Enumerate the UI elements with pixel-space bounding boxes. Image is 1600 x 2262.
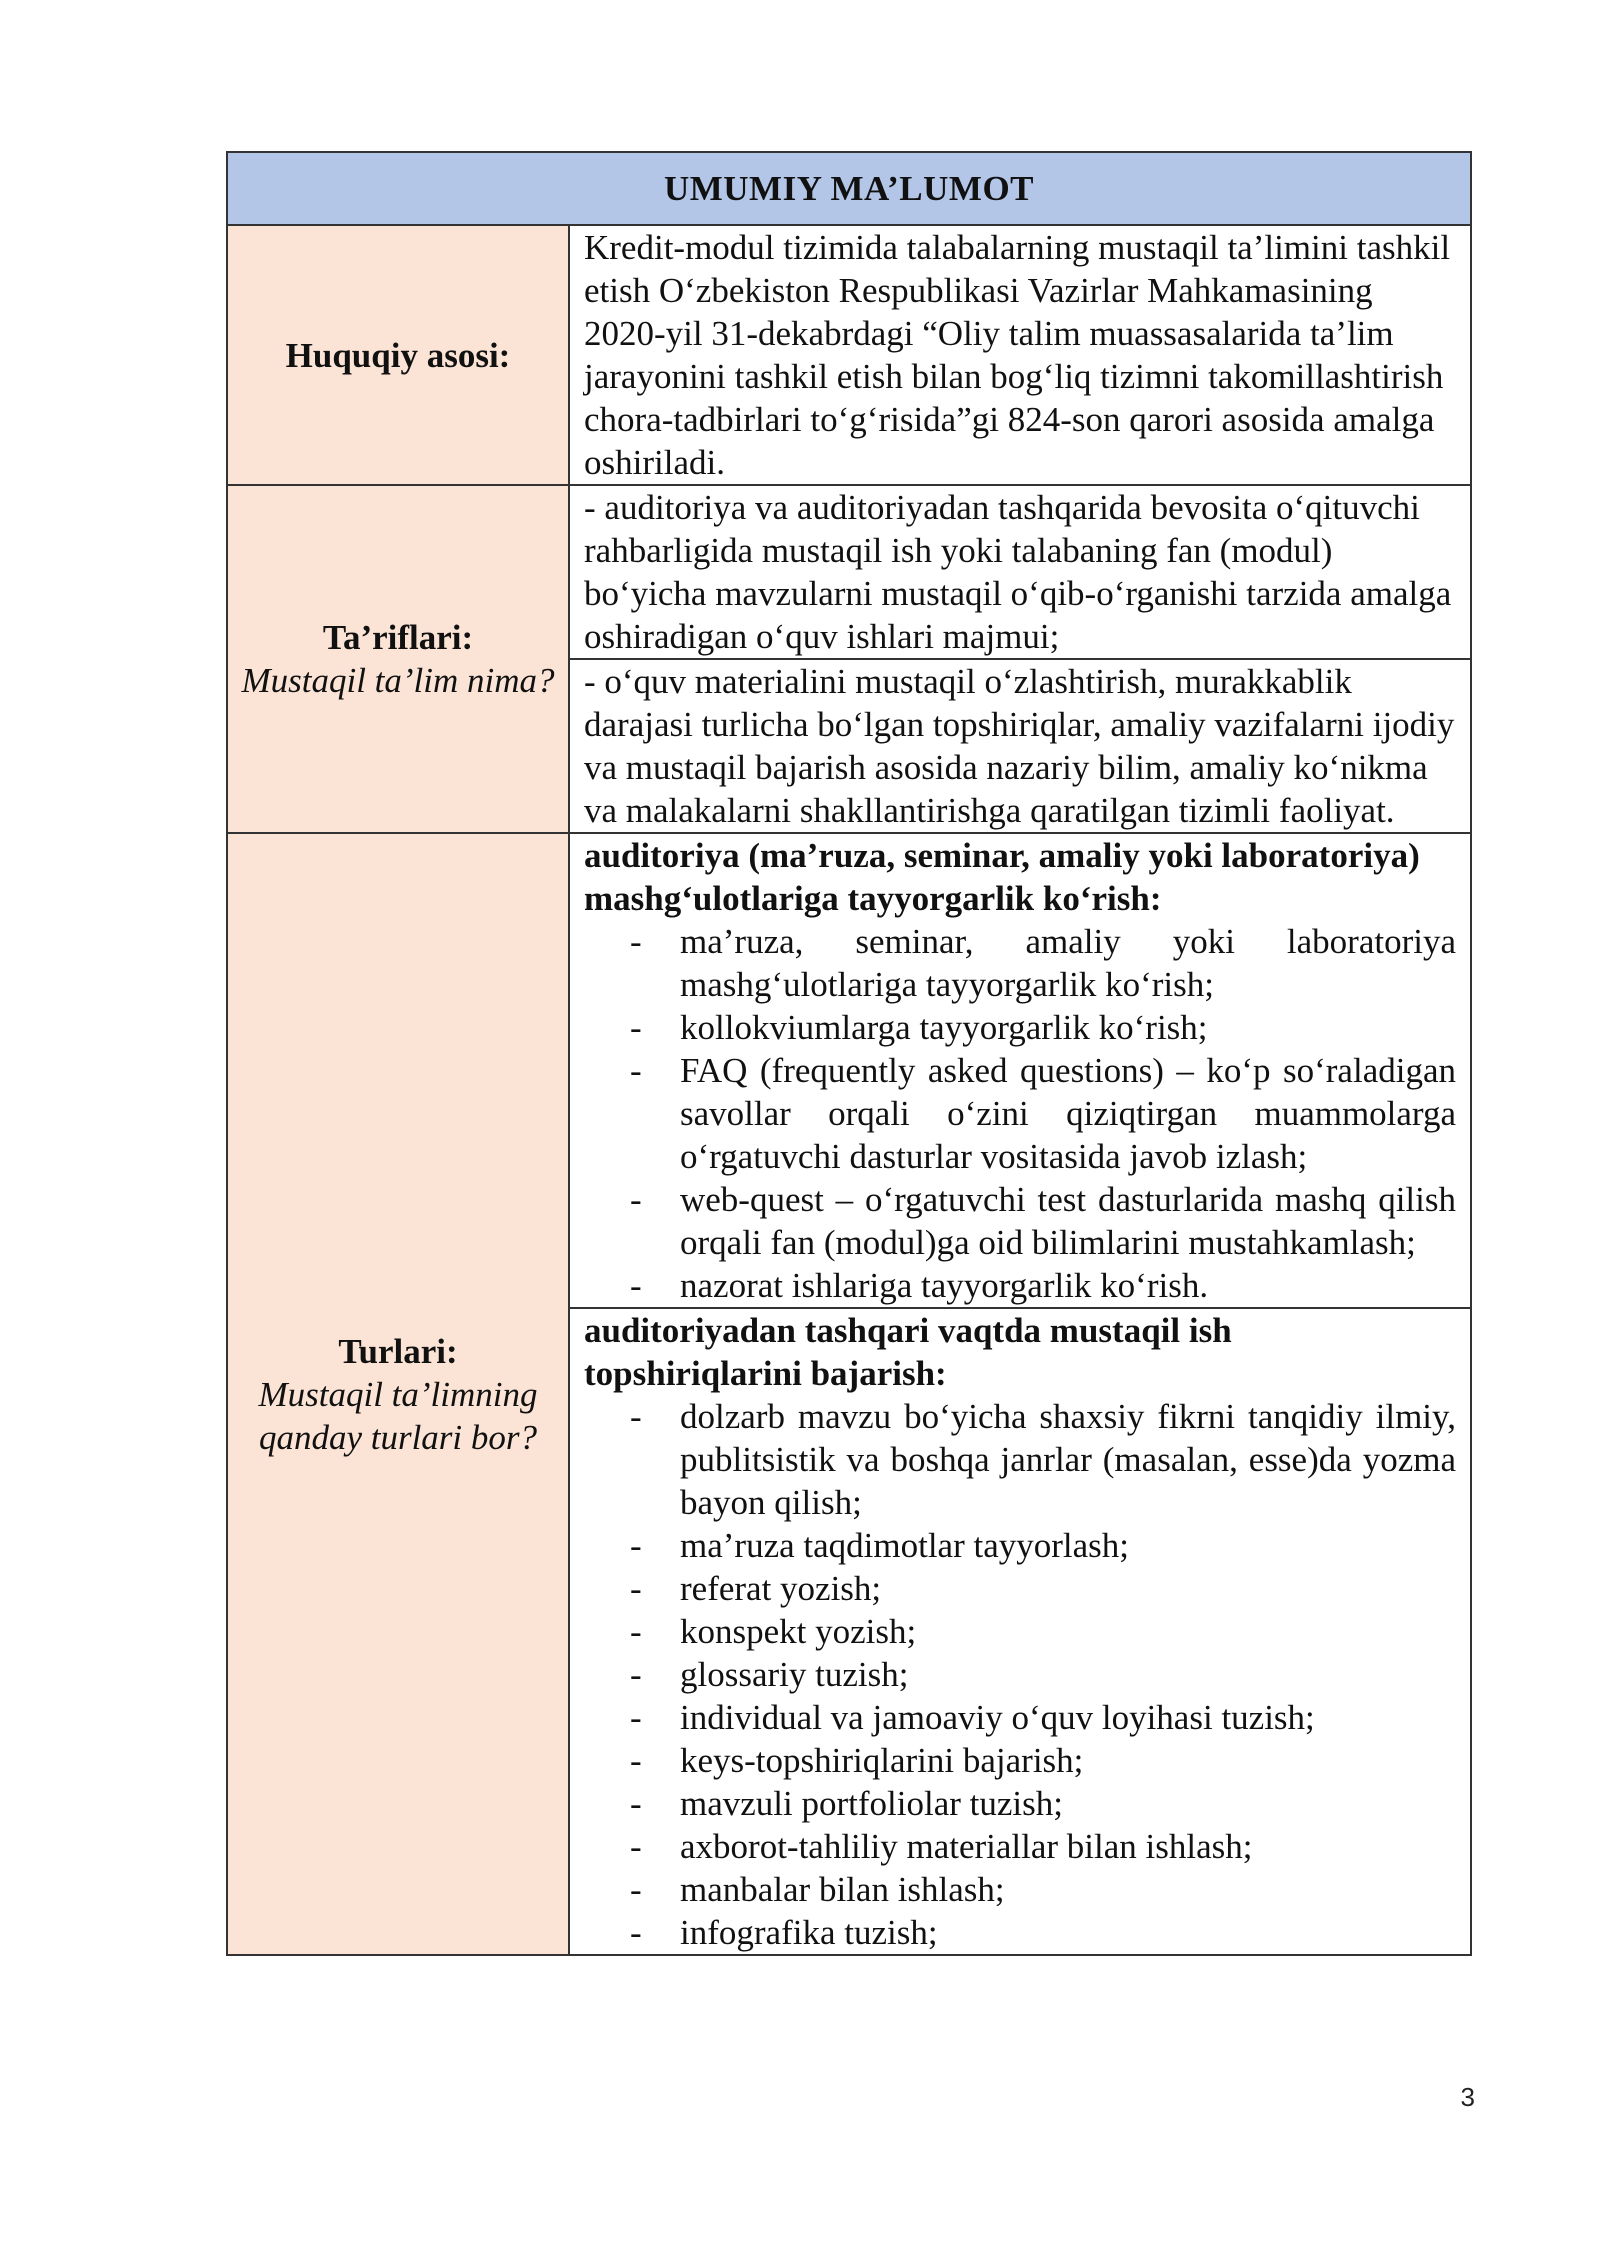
list-item: - ma’ruza, seminar, amaliy yoki laboratoriya mashg‘ulotlariga tayyorgarlik ko‘rish; — [630, 922, 1456, 1004]
list-item-text: glossariy tuzish; — [680, 1655, 909, 1694]
table-header: UMUMIY MA’LUMOT — [227, 152, 1471, 225]
types-group-heading: auditoriya (ma’ruza, seminar, amaliy yoki laboratoriya) mashg‘ulotlariga tayyorgarlik ko‘rish: — [584, 836, 1420, 918]
types-group-list — [584, 920, 1456, 1307]
list-item: - manbalar bilan ishlash; — [630, 1870, 1005, 1909]
list-item-text: web-quest – o‘rgatuvchi test dasturlarida mashq qilish orqali fan (modul)ga oid bilimlarini mustahkamlash; — [680, 1180, 1456, 1262]
list-item: - konspekt yozish; — [630, 1612, 917, 1651]
list-item-text: axborot-tahliliy materiallar bilan ishlash; — [680, 1827, 1253, 1866]
types-group-cell — [569, 833, 1471, 1308]
types-sublabel: Mustaqil ta’limning qanday turlari bor? — [258, 1374, 538, 1457]
definition-cell — [569, 659, 1471, 833]
types-group-cell — [569, 1308, 1471, 1955]
legal-basis-content — [569, 225, 1471, 485]
list-item-text: FAQ (frequently asked questions) – ko‘p so‘raladigan savollar orqali o‘zini qiziqtirgan muammolarga o‘rgatuvchi dasturlar vositasida javob izlash; — [680, 1051, 1456, 1176]
info-table — [226, 151, 1472, 1956]
list-item: - infografika tuzish; — [630, 1913, 938, 1952]
page-number: 3 — [1460, 2082, 1475, 2112]
types-group-heading: auditoriyadan tashqari vaqtda mustaqil ish topshiriqlarini bajarish: — [584, 1311, 1232, 1393]
list-item-text: ma’ruza, seminar, amaliy yoki laboratoriya mashg‘ulotlariga tayyorgarlik ko‘rish; — [680, 922, 1456, 1004]
list-item-text: referat yozish; — [680, 1569, 882, 1608]
list-item: - ma’ruza taqdimotlar tayyorlash; — [630, 1526, 1130, 1565]
definitions-sublabel: Mustaqil ta’lim nima? — [241, 661, 555, 700]
list-item-text: keys-topshiriqlarini bajarish; — [680, 1741, 1084, 1780]
definition-text: - o‘quv materialini mustaqil o‘zlashtirish, murakkablik darajasi turlicha bo‘lgan topshiriqlar, amaliy vazifalarni ijodiy va mustaqil bajarish asosida nazariy bilim, amaliy ko‘nikma va malakalarni shakllantirishga qaratilgan tizimli faoliyat. — [584, 662, 1455, 830]
list-item-text: dolzarb mavzu bo‘yicha shaxsiy fikrni tanqidiy ilmiy, publitsistik va boshqa janrlar (masalan, esse)da yozma bayon qilish; — [680, 1397, 1456, 1522]
list-item: - glossariy tuzish; — [630, 1655, 909, 1694]
list-item: - mavzuli portfoliolar tuzish; — [630, 1784, 1063, 1823]
list-item-text: nazorat ishlariga tayyorgarlik ko‘rish. — [680, 1266, 1209, 1305]
definition-text: - auditoriya va auditoriyadan tashqarida bevosita o‘qituvchi rahbarligida mustaqil ish yoki talabaning fan (modul) bo‘yicha mavzularni mustaqil o‘qib-o‘rganishi tarzida amalga oshiradigan o‘quv ishlari majmui; — [584, 488, 1452, 656]
list-item: - web-quest – o‘rgatuvchi test dasturlarida mashq qilish orqali fan (modul)ga oid bilimlarini mustahkamlash; — [630, 1180, 1456, 1262]
list-item-text: kollokviumlarga tayyorgarlik ko‘rish; — [680, 1008, 1208, 1047]
types-label: Turlari: — [338, 1331, 458, 1371]
list-item-text: manbalar bilan ishlash; — [680, 1870, 1005, 1909]
list-item: - dolzarb mavzu bo‘yicha shaxsiy fikrni tanqidiy ilmiy, publitsistik va boshqa janrlar (masalan, esse)da yozma bayon qilish; — [630, 1397, 1456, 1522]
list-item: - kollokviumlarga tayyorgarlik ko‘rish; — [630, 1008, 1208, 1047]
list-item: - nazorat ishlariga tayyorgarlik ko‘rish. — [630, 1266, 1209, 1305]
definitions-label: Ta’riflari: — [322, 618, 474, 657]
definitions-label-cell — [227, 485, 569, 833]
list-item: - axborot-tahliliy materiallar bilan ishlash; — [630, 1827, 1253, 1866]
legal-basis-label-cell — [227, 225, 569, 485]
types-label-cell — [227, 833, 569, 1955]
list-item-text: mavzuli portfoliolar tuzish; — [680, 1784, 1063, 1823]
definition-cell — [569, 485, 1471, 659]
legal-basis-text: Kredit-modul tizimida talabalarning mustaqil ta’limini tashkil etish O‘zbekiston Respublikasi Vazirlar Mahkamasining 2020-yil 31-dekabrdagi “Oliy talim muassasalarida ta’lim jarayonini tashkil etish bilan bog‘liq tizimni takomillashtirish chora-tadbirlari to‘g‘risida”gi 824-son qarori asosida amalga oshiriladi. — [584, 228, 1451, 482]
legal-basis-label: Huquqiy asosi: — [285, 335, 511, 375]
list-item: - FAQ (frequently asked questions) – ko‘p so‘raladigan savollar orqali o‘zini qiziqtirgan muammolarga o‘rgatuvchi dasturlar vositasida javob izlash; — [630, 1051, 1456, 1176]
types-group-list — [584, 1395, 1456, 1954]
list-item-text: individual va jamoaviy o‘quv loyihasi tuzish; — [680, 1698, 1315, 1737]
list-item-text: konspekt yozish; — [680, 1612, 917, 1651]
list-item: - keys-topshiriqlarini bajarish; — [630, 1741, 1084, 1780]
list-item-text: infografika tuzish; — [680, 1913, 938, 1952]
list-item: - individual va jamoaviy o‘quv loyihasi tuzish; — [630, 1698, 1315, 1737]
list-item: - referat yozish; — [630, 1569, 882, 1608]
list-item-text: ma’ruza taqdimotlar tayyorlash; — [680, 1526, 1130, 1565]
